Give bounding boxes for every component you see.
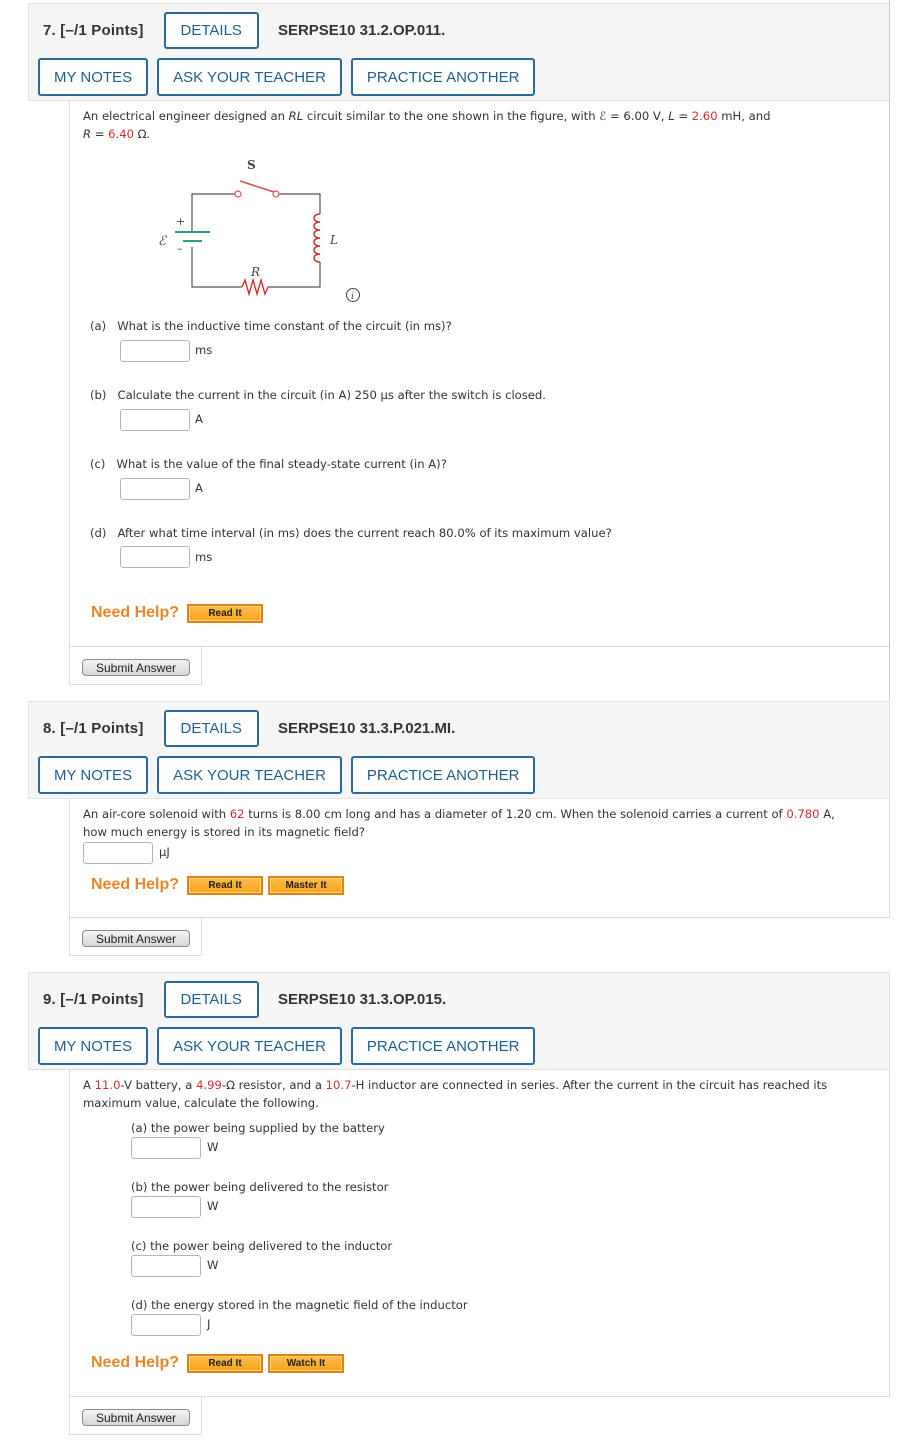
- my-notes-button[interactable]: MY NOTES: [38, 1027, 148, 1065]
- question-title-row: [43, 12, 445, 48]
- read-it-button[interactable]: Read It: [187, 876, 263, 895]
- question-8-header: [28, 701, 890, 799]
- submit-answer-button[interactable]: Submit Answer: [82, 1409, 190, 1426]
- need-help-label: Need Help?: [91, 604, 180, 621]
- part-c-answer-input[interactable]: [131, 1255, 201, 1277]
- svg-text:i: i: [351, 292, 354, 302]
- part-b-answer-input[interactable]: [131, 1196, 201, 1218]
- part-d-unit: ms: [195, 550, 213, 564]
- part-d-answer-input[interactable]: [120, 546, 190, 568]
- practice-another-button[interactable]: PRACTICE ANOTHER: [351, 756, 536, 794]
- question-9-header: [28, 972, 890, 1070]
- svg-text:–: –: [177, 242, 183, 255]
- question-title-row: [43, 981, 446, 1017]
- my-notes-button[interactable]: MY NOTES: [38, 58, 148, 96]
- submit-answer-button[interactable]: Submit Answer: [82, 659, 190, 676]
- svg-text:+: +: [176, 215, 186, 228]
- part-c-answer-input[interactable]: [120, 478, 190, 500]
- part-c-unit: A: [195, 481, 203, 495]
- part-a-answer-input[interactable]: [120, 340, 190, 362]
- part-b-label: (b) the power being delivered to the resistor: [131, 1180, 389, 1194]
- question-prompt: A 11.0-V battery, a 4.99-Ω resistor, and a 10.7-H inductor are connected in series. After the current in the circuit has reached its maximum value, calculate the following.: [83, 1078, 828, 1110]
- rl-circuit-figure: [150, 152, 370, 307]
- part-c-unit: W: [207, 1258, 219, 1272]
- question-code: SERPSE10 31.3.P.021.MI.: [277, 719, 456, 737]
- ask-your-teacher-button[interactable]: ASK YOUR TEACHER: [157, 756, 342, 794]
- part-d-label: (d) After what time interval (in ms) does the current reach 80.0% of its maximum value?: [90, 526, 612, 540]
- svg-text:L: L: [330, 233, 338, 247]
- energy-answer-input[interactable]: [83, 842, 153, 864]
- svg-text:R: R: [251, 265, 261, 279]
- watch-it-button[interactable]: Watch It: [268, 1354, 344, 1373]
- ask-your-teacher-button[interactable]: ASK YOUR TEACHER: [157, 1027, 342, 1065]
- question-7-header: [28, 3, 890, 101]
- read-it-button[interactable]: Read It: [187, 1354, 263, 1373]
- master-it-button[interactable]: Master It: [268, 876, 344, 895]
- energy-unit: μJ: [159, 845, 170, 859]
- question-actions: [38, 1027, 535, 1065]
- question-actions: [38, 58, 535, 96]
- battery-icon: [175, 232, 210, 241]
- part-c-label: (c) What is the value of the final steady-state current (in A)?: [90, 457, 447, 471]
- question-number: 9. [–/1 Points]: [43, 990, 144, 1008]
- part-a-label: (a) What is the inductive time constant of the circuit (in ms)?: [90, 319, 452, 333]
- switch-icon: [235, 181, 279, 197]
- question-number: 8. [–/1 Points]: [43, 719, 144, 737]
- info-icon: [347, 289, 360, 303]
- my-notes-button[interactable]: MY NOTES: [38, 756, 148, 794]
- details-button[interactable]: DETAILS: [164, 710, 259, 747]
- part-d-label: (d) the energy stored in the magnetic field of the inductor: [131, 1298, 468, 1312]
- part-b-label: (b) Calculate the current in the circuit (in A) 250 μs after the switch is closed.: [90, 388, 546, 402]
- need-help-label: Need Help?: [91, 876, 180, 893]
- part-a-unit: ms: [195, 343, 213, 357]
- part-a-unit: W: [207, 1140, 219, 1154]
- part-b-answer-input[interactable]: [120, 409, 190, 431]
- part-b-unit: W: [207, 1199, 219, 1213]
- submit-area: [69, 647, 202, 685]
- need-help-label: Need Help?: [91, 1354, 180, 1371]
- svg-text:S: S: [247, 158, 256, 172]
- submit-answer-button[interactable]: Submit Answer: [82, 930, 190, 947]
- part-a-label: (a) the power being supplied by the battery: [131, 1121, 385, 1135]
- question-prompt: An air-core solenoid with 62 turns is 8.00 cm long and has a diameter of 1.20 cm. When the solenoid carries a current of 0.780 A, how much energy is stored in its magnetic field?: [83, 807, 835, 839]
- submit-area: [69, 918, 202, 956]
- read-it-button[interactable]: Read It: [187, 604, 263, 623]
- question-number: 7. [–/1 Points]: [43, 21, 144, 39]
- question-title-row: [43, 710, 455, 746]
- question-prompt: An electrical engineer designed an RL circuit similar to the one shown in the figure, with ℰ = 6.00 V, L = 2.60 mH, and R = 6.40 Ω.: [83, 109, 771, 141]
- details-button[interactable]: DETAILS: [164, 12, 259, 49]
- inductor-icon: [314, 214, 320, 262]
- part-d-unit: J: [207, 1317, 211, 1331]
- question-9-body: [69, 1070, 890, 1397]
- part-d-answer-input[interactable]: [131, 1314, 201, 1336]
- question-8-body: [69, 799, 890, 918]
- question-code: SERPSE10 31.3.OP.015.: [277, 990, 447, 1008]
- part-a-answer-input[interactable]: [131, 1137, 201, 1159]
- practice-another-button[interactable]: PRACTICE ANOTHER: [351, 1027, 536, 1065]
- practice-another-button[interactable]: PRACTICE ANOTHER: [351, 58, 536, 96]
- part-c-label: (c) the power being delivered to the inductor: [131, 1239, 393, 1253]
- details-button[interactable]: DETAILS: [164, 981, 259, 1018]
- ask-your-teacher-button[interactable]: ASK YOUR TEACHER: [157, 58, 342, 96]
- question-actions: [38, 756, 535, 794]
- svg-text:ℰ: ℰ: [158, 234, 166, 249]
- submit-area: [69, 1397, 202, 1435]
- question-code: SERPSE10 31.2.OP.011.: [277, 21, 446, 39]
- resistor-icon: [242, 280, 268, 294]
- part-b-unit: A: [195, 412, 203, 426]
